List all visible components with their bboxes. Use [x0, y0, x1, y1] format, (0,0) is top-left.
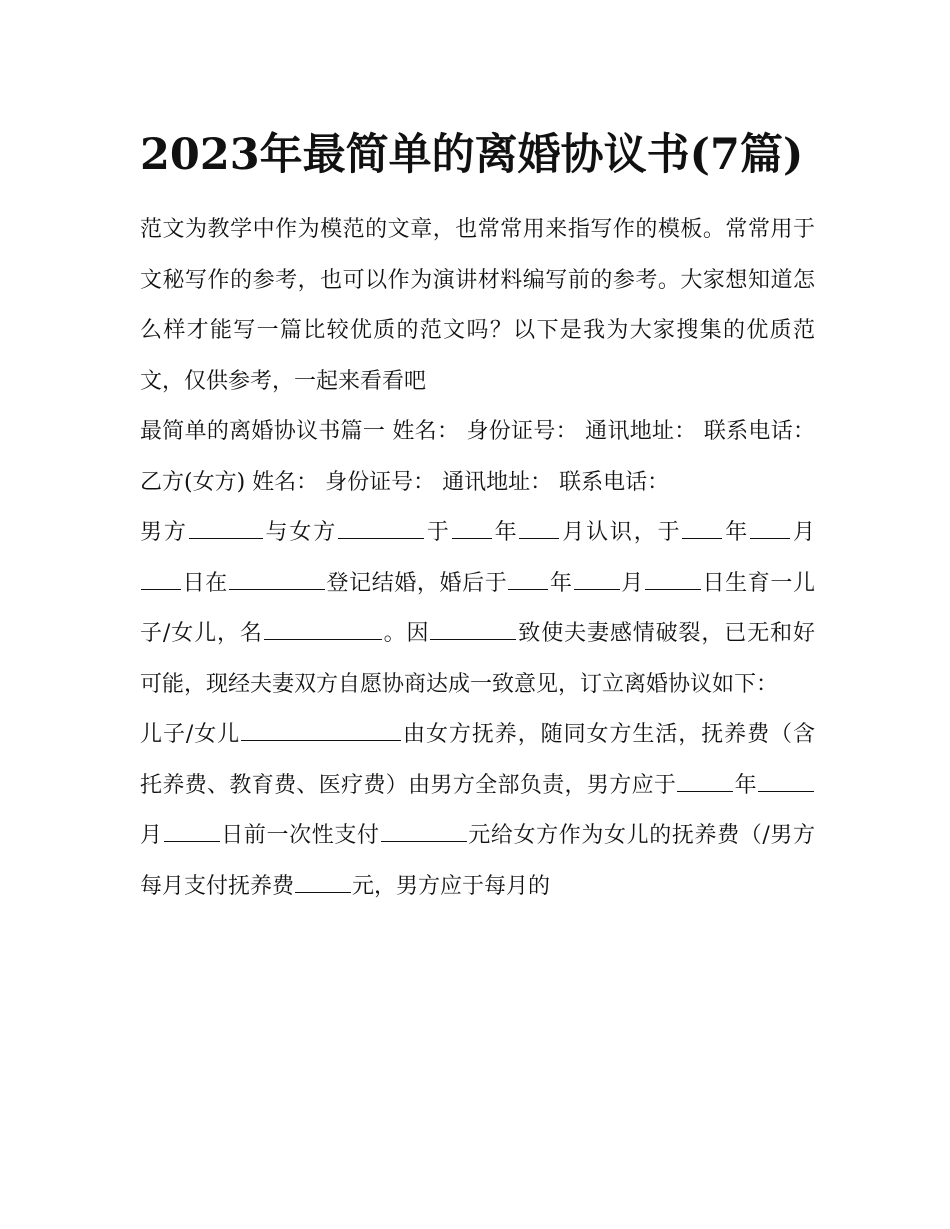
section-header-paragraph: 最简单的离婚协议书篇一 姓名： 身份证号： 通讯地址： 联系电话： 乙方(女方) 姓名： 身份证号： 通讯地址： 联系电话： [140, 419, 815, 495]
text-segment: 登记结婚，婚后于 [325, 570, 508, 596]
text-segment: 元给女方作为女儿的抚养费（/男方每月支付抚养费 [140, 823, 815, 899]
document-title: 2023年最简单的离婚协议书(7篇) [140, 130, 804, 180]
text-segment: 月 [140, 823, 163, 848]
blank-line [141, 588, 181, 590]
text-segment: 月 [620, 570, 644, 596]
marriage-info-paragraph [140, 508, 815, 710]
blank-line [164, 840, 220, 842]
text-segment: 日在 [182, 570, 228, 596]
intro-paragraph: 范文为教学中作为模范的文章，也常常用来指写作的模板。常常用于文秘写作的参考，也可以作为演讲材料编写前的参考。大家想知道怎么样才能写一篇比较优质的范文吗？以下是我为大家搜集的优质范文，仅供参考，一起来看看吧 [140, 217, 815, 394]
text-segment: 年 [492, 520, 519, 545]
blank-line [381, 840, 467, 842]
blank-line [229, 588, 325, 590]
text-segment: 致使夫妻感情破裂，已无和好可能，现经夫妻双方自愿协商达成一致意见，订立离婚协议如下： [140, 621, 815, 697]
document-body [140, 205, 815, 912]
text-segment: 日生育一儿子/女儿，名 [140, 570, 815, 646]
blank-line [189, 537, 263, 539]
text-segment: 月认识，于 [560, 520, 682, 545]
blank-line [452, 537, 492, 539]
text-segment: 。因 [382, 621, 430, 646]
blank-line [758, 790, 814, 792]
text-segment: 儿子/女儿 [140, 722, 241, 747]
blank-line [682, 537, 722, 539]
blank-line [508, 588, 548, 590]
text-segment: 与女方 [263, 520, 338, 545]
text-segment: 月 [791, 520, 815, 545]
text-segment: 年 [549, 570, 573, 596]
blank-line [295, 891, 351, 893]
blank-line [430, 638, 516, 640]
text-segment: 日前一次性支付 [220, 823, 380, 848]
blank-line [645, 588, 701, 590]
text-segment: 由女方抚养，随同女方生活，抚养费（含托养费、教育费、医疗费）由男方全部负责，男方应于 [140, 722, 815, 798]
blank-line [677, 790, 733, 792]
text-segment: 年 [734, 772, 757, 798]
text-segment: 于 [425, 520, 451, 545]
text-segment: 元，男方应于每月的 [352, 873, 551, 899]
blank-line [574, 588, 620, 590]
document-page [140, 118, 815, 912]
text-segment: 男方 [140, 520, 188, 545]
blank-line [338, 537, 424, 539]
text-segment: 年 [723, 520, 750, 545]
blank-line [241, 739, 401, 741]
blank-line [264, 638, 382, 640]
blank-line [750, 537, 790, 539]
custody-paragraph [140, 710, 815, 912]
blank-line [519, 537, 559, 539]
